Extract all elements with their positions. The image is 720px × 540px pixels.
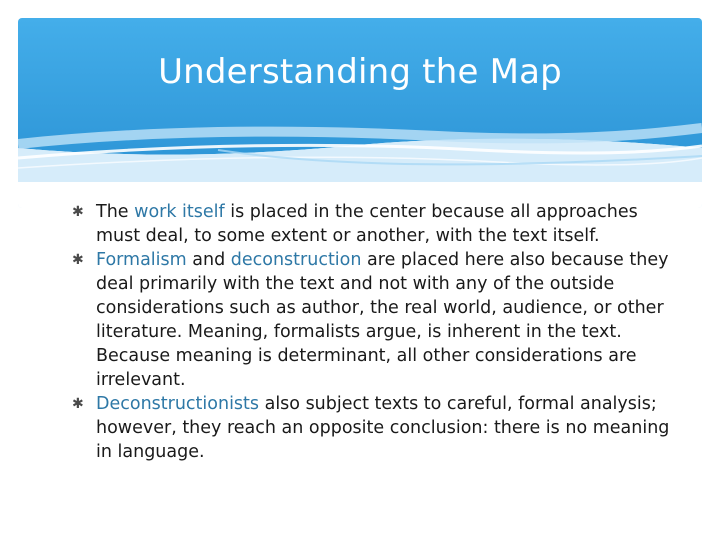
bullet-text: The xyxy=(96,202,135,222)
bullet-list xyxy=(72,200,672,464)
bullet-text: is placed in the center because all approaches must deal, to some extent or another, with the text itself. xyxy=(96,202,638,246)
bullet-text: are placed here also because they deal primarily with the text and not with any of the outside considerations such as author, the real world, audience, or other literature. Meaning, formalists argue, is inherent in the text. Because meaning is determinant, all other considerations are irrelevant. xyxy=(96,250,669,390)
highlight-term: deconstruction xyxy=(230,250,362,270)
highlight-term: Formalism xyxy=(96,250,187,270)
highlight-term: Deconstructionists xyxy=(96,394,260,414)
title-banner xyxy=(18,18,702,208)
highlight-term: work itself xyxy=(134,202,225,222)
bullet-item xyxy=(72,392,672,464)
asterisk-icon: ✱ xyxy=(72,204,84,220)
banner-graphic xyxy=(18,18,702,208)
slide-title: Understanding the Map xyxy=(158,52,562,92)
bullet-text: and xyxy=(186,250,231,270)
asterisk-icon: ✱ xyxy=(72,252,84,268)
asterisk-icon: ✱ xyxy=(72,396,84,412)
bullet-item xyxy=(72,248,672,392)
bullet-item xyxy=(72,200,672,248)
bullet-text: also subject texts to careful, formal analysis; however, they reach an opposite conclusion: there is no meaning in language. xyxy=(96,394,670,462)
